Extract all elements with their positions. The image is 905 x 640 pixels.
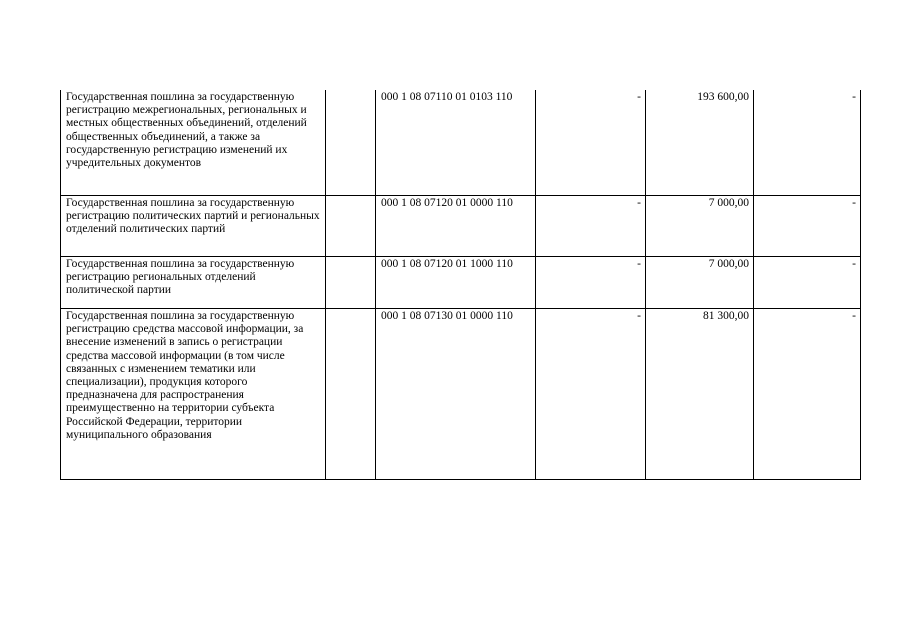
- empty-cell: [326, 196, 376, 257]
- empty-cell: [326, 309, 376, 480]
- value-b-cell: 7 000,00: [646, 257, 754, 309]
- revenue-name-cell: Государственная пошлина за государственную регистрацию политических партий и региональных отделений политических партий: [61, 196, 326, 257]
- empty-cell: [326, 257, 376, 309]
- revenue-table: [60, 90, 861, 480]
- table-row: [61, 196, 861, 257]
- value-a-cell: -: [536, 257, 646, 309]
- value-b-cell: 193 600,00: [646, 90, 754, 196]
- budget-code-cell: 000 1 08 07120 01 0000 110: [376, 196, 536, 257]
- value-a-cell: -: [536, 196, 646, 257]
- value-a-cell: -: [536, 309, 646, 480]
- value-c-cell: -: [754, 257, 861, 309]
- table-row: [61, 90, 861, 196]
- budget-code-cell: 000 1 08 07130 01 0000 110: [376, 309, 536, 480]
- value-a-cell: -: [536, 90, 646, 196]
- revenue-name-cell: Государственная пошлина за государственную регистрацию средства массовой информации, за внесение изменений в запись о регистрации средства массовой информации (в том числе связанных с изменением тематики или специализации), продукция которого предназначена для распространения преимущественно на территории субъекта Российской Федерации, территории муниципального образования: [61, 309, 326, 480]
- table-row: [61, 257, 861, 309]
- revenue-name-cell: Государственная пошлина за государственную регистрацию региональных отделений политической партии: [61, 257, 326, 309]
- value-c-cell: -: [754, 196, 861, 257]
- revenue-name-cell: Государственная пошлина за государственную регистрацию межрегиональных, региональных и местных общественных объединений, отделений общественных объединений, а также за государственную регистрацию изменений их учредительных документов: [61, 90, 326, 196]
- value-c-cell: -: [754, 309, 861, 480]
- table-row: [61, 309, 861, 480]
- value-c-cell: -: [754, 90, 861, 196]
- empty-cell: [326, 90, 376, 196]
- budget-code-cell: 000 1 08 07110 01 0103 110: [376, 90, 536, 196]
- budget-code-cell: 000 1 08 07120 01 1000 110: [376, 257, 536, 309]
- value-b-cell: 81 300,00: [646, 309, 754, 480]
- value-b-cell: 7 000,00: [646, 196, 754, 257]
- document-page: [60, 90, 861, 480]
